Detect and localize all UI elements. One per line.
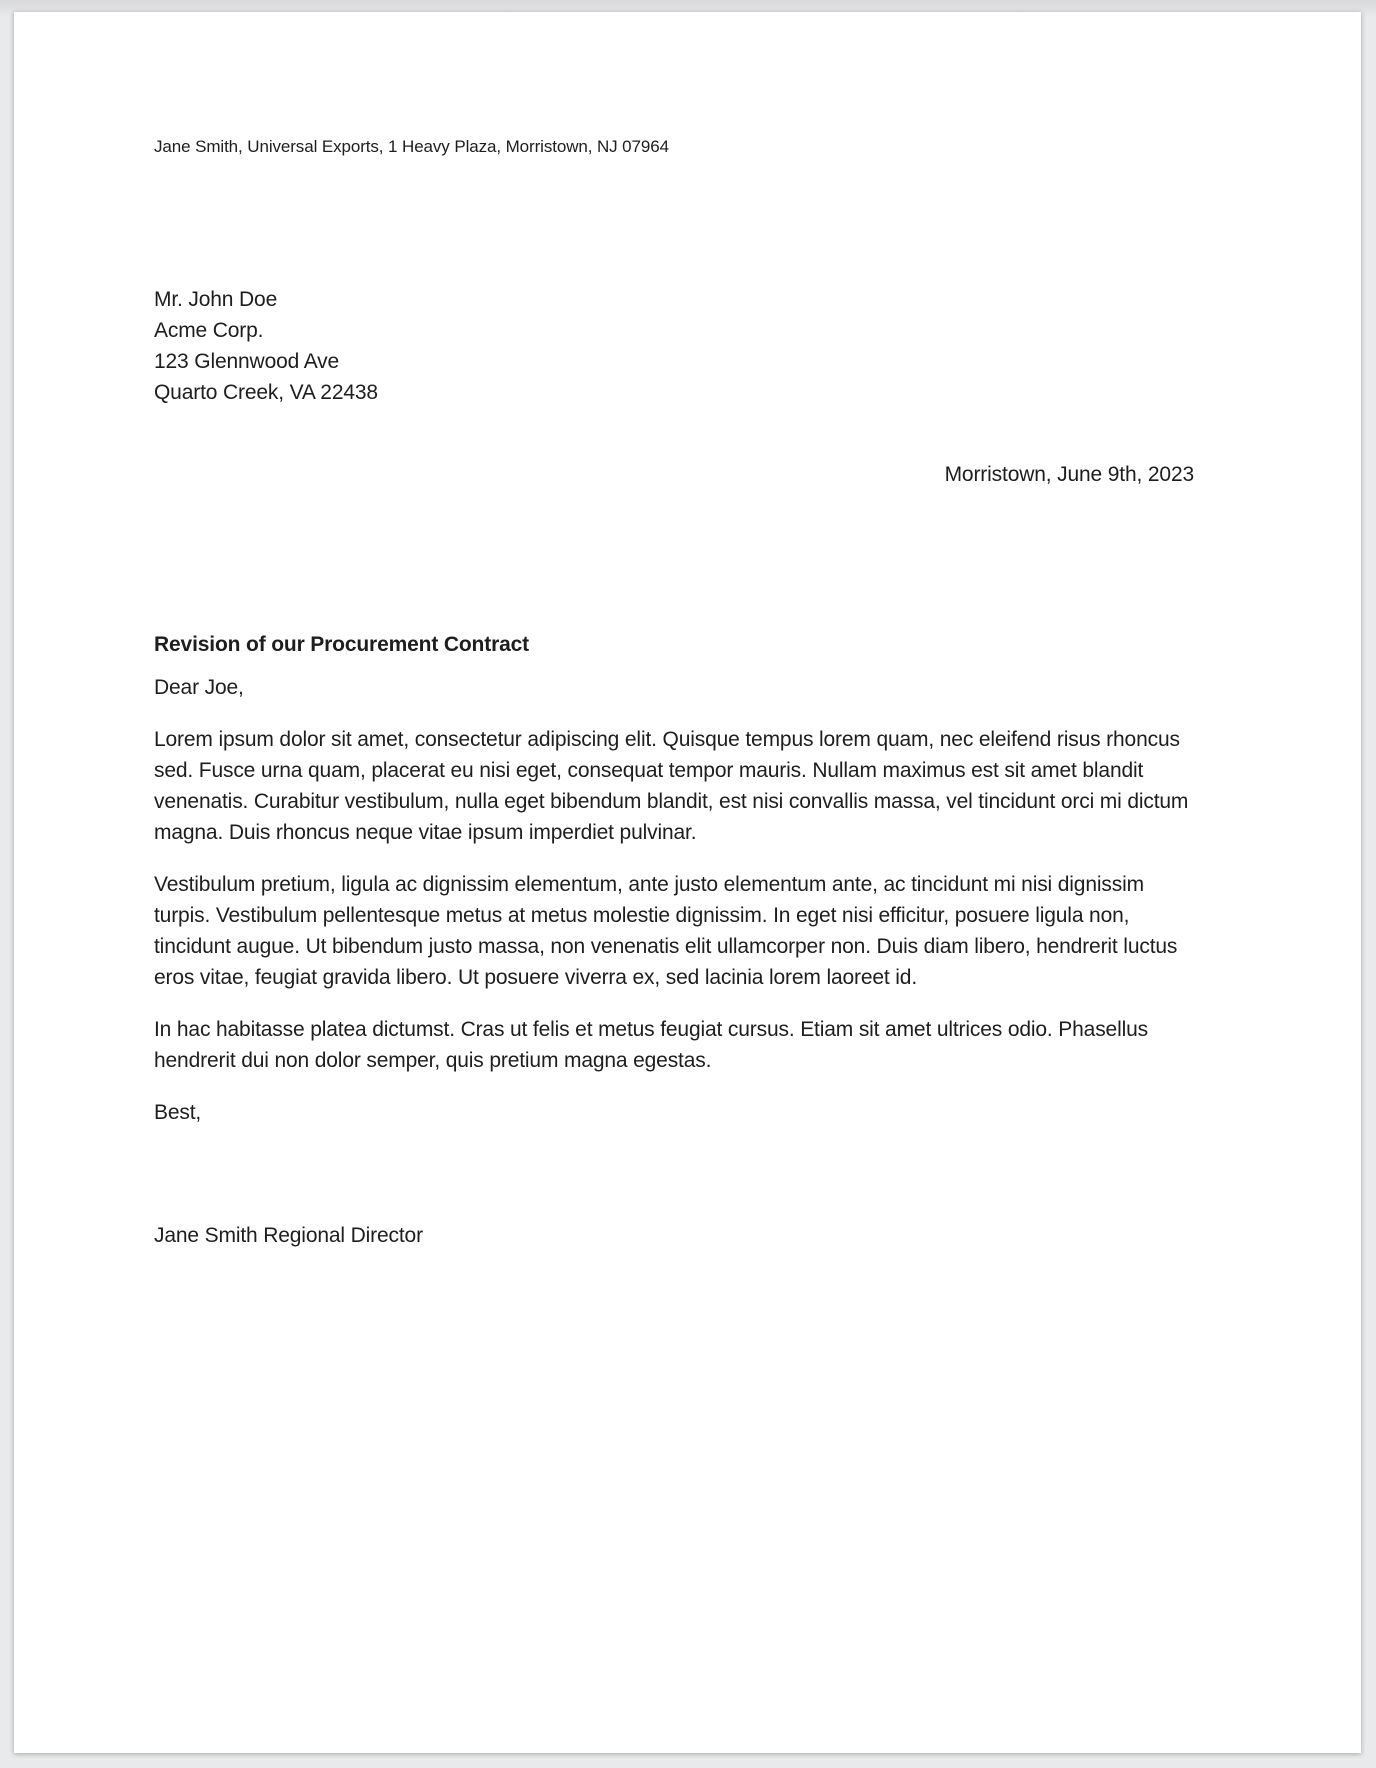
body-paragraph-3: In hac habitasse platea dictumst. Cras ut felis et metus feugiat cursus. Etiam sit amet ultrices odio. Phasellus hendrerit dui non dolor semper, quis pretium magna egestas.: [154, 1018, 1148, 1072]
salutation: Dear Joe,: [154, 676, 244, 699]
subject-line: Revision of our Procurement Contract: [154, 633, 529, 656]
recipient-company: Acme Corp.: [154, 319, 264, 342]
signature-line: Jane Smith Regional Director: [154, 1224, 423, 1247]
body-paragraph-2: Vestibulum pretium, ligula ac dignissim elementum, ante justo elementum ante, ac tincidunt mi nisi dignissim turpis. Vestibulum pellentesque metus at metus molestie dignissim. In eget nisi efficitur, posuere ligula non, tincidunt augue. Ut bibendum justo massa, non venenatis elit ullamcorper non. Duis diam libero, hendrerit luctus eros vitae, feugiat gravida libero. Ut posuere viverra ex, sed lacinia lorem laoreet id.: [154, 873, 1178, 989]
recipient-city: Quarto Creek, VA 22438: [154, 381, 378, 404]
recipient-address-block: [154, 284, 1194, 408]
recipient-name: Mr. John Doe: [154, 288, 278, 311]
body-paragraph-1: Lorem ipsum dolor sit amet, consectetur adipiscing elit. Quisque tempus lorem quam, nec eleifend risus rhoncus sed. Fusce urna quam, placerat eu nisi eget, consequat tempor mauris. Nullam maximus est sit amet blandit venenatis. Curabitur vestibulum, nulla eget bibendum blandit, est nisi convallis massa, vel tincidunt orci mi dictum magna. Duis rhoncus neque vitae ipsum imperdiet pulvinar.: [154, 728, 1189, 844]
sender-return-address-line: Jane Smith, Universal Exports, 1 Heavy Plaza, Morristown, NJ 07964: [154, 137, 669, 156]
date-line: Morristown, June 9th, 2023: [944, 463, 1194, 486]
closing: Best,: [154, 1101, 202, 1124]
letter-page: [14, 12, 1361, 1753]
recipient-street: 123 Glennwood Ave: [154, 350, 340, 373]
